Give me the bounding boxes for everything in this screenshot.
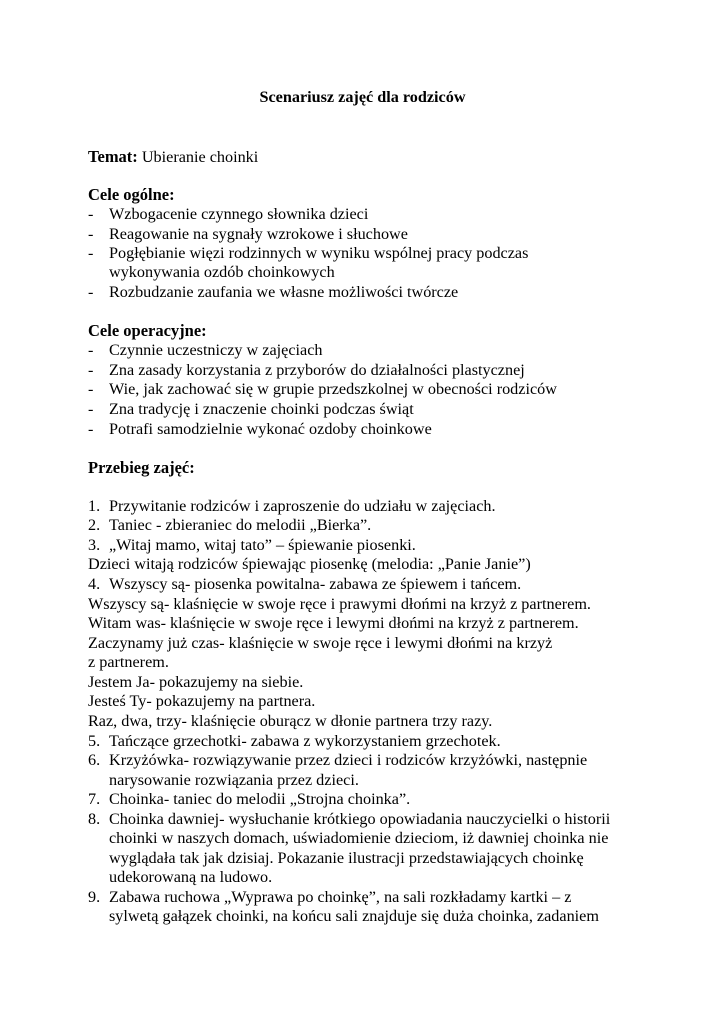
course-heading: Przebieg zajęć: — [88, 458, 195, 477]
course-step-continuation: udekorowaną na ludowo. — [109, 868, 273, 886]
course-text: Dzieci witają rodziców śpiewając piosenkę (melodia: „Panie Janie”) — [88, 555, 531, 573]
course-step-continuation: sylwetą gałązek choinki, na końcu sali znajduje się duża choinka, zadaniem — [109, 907, 599, 925]
document-page: Scenariusz zajęć dla rodziców Temat: Ubieranie choinki Cele ogólne: - Wzbogacenie czynnego słownika dzieci - Reagowanie na sygnały wzrokowe i słuchowe - Pogłębianie więzi rodzinnych w wyniku wspólnej pracy podczas wykonywania ozdób choinkowych - Rozbudzanie zaufania we własne możliwości twórcze Cele operacyjne: - Czynnie uczestniczy w zajęciach - Zna zasady korzystania z przyborów do działalności plastycznej - Wie, jak zachować się w grupie przedszkolnej w obecności rodziców - Zna tradycję i znaczenie choinki podczas świąt - Potrafi samodzielnie wykonać ozdoby choinkowe Przebieg zajęć: 1. Przywitanie rodziców i zaproszenie do udziału w zajęciach. 2. Taniec - zbieraniec do melodii „Bierka”. 3. „Witaj mamo, witaj tato” – śpiewanie piosenki. Dzieci witają rodziców śpiewając piosenkę (melodia: „Panie Janie”) 4. Wszyscy są- piosenka powitalna- zabawa ze śpiewem i tańcem. Wszyscy są- klaśnięcie w swoje ręce i prawymi dłońmi na krzyż z partnerem. Witam was- klaśnięcie w swoje ręce i lewymi dłońmi na krzyż z partnerem. Zaczynamy już czas- klaśnięcie w swoje ręce i lewymi dłońmi na krzyż z partnerem. Jestem Ja- pokazujemy na siebie. Jesteś Ty- pokazujemy na partnera. Raz, dwa, trzy- klaśnięcie oburącz w dłonie partnera trzy razy. 5. Tańczące grzechotki- zabawa z wykorzystaniem grzechotek. 6. Krzyżówka- rozwiązywanie przez dzieci i rodziców krzyżówki, następnie narysowanie rozwiązania przez dzieci. 7. Choinka- taniec do melodii „Strojna choinka”. 8. Choinka dawniej- wysłuchanie krótkiego opowiadania nauczycielki o historii choinki w naszych domach, uświadomienie dzieciom, iż dawniej choinka nie wyglądała tak jak dzisiaj. Pokazanie ilustracji przedstawiających choinkę udekorowaną na ludowo. 9. Zabawa ruchowa „Wyprawa po choinkę”, na sali rozkładamy kartki – z sylwetą gałązek choinki, na końcu sali znajduje się duża choinka, zadaniem — [0, 0, 725, 1024]
course-step-continuation: choinki w naszych domach, uświadomienie dzieciom, iż dawniej choinka nie — [109, 829, 609, 847]
topic-value: Ubieranie choinki — [141, 148, 259, 166]
course-text: z partnerem. — [88, 653, 169, 671]
operational-goals-heading: Cele operacyjne: — [88, 321, 207, 340]
course-text: Zaczynamy już czas- klaśnięcie w swoje ręce i lewymi dłońmi na krzyż — [88, 634, 553, 652]
course-step-continuation: wyglądała tak jak dzisiaj. Pokazanie ilustracji przedstawiających choinkę — [109, 849, 584, 867]
course-step-continuation: narysowanie rozwiązania przez dzieci. — [109, 771, 359, 789]
course-text: Raz, dwa, trzy- klaśnięcie oburącz w dłonie partnera trzy razy. — [88, 712, 493, 730]
document-title: Scenariusz zajęć dla rodziców — [259, 88, 466, 106]
general-goals-heading: Cele ogólne: — [88, 185, 175, 204]
course-text: Jestem Ja- pokazujemy na siebie. — [88, 673, 304, 691]
topic-line — [88, 147, 258, 168]
course-text: Wszyscy są- klaśnięcie w swoje ręce i prawymi dłońmi na krzyż z partnerem. — [88, 595, 591, 613]
course-text: Jesteś Ty- pokazujemy na partnera. — [88, 692, 316, 710]
list-item-continuation: wykonywania ozdób choinkowych — [109, 263, 335, 281]
course-text: Witam was- klaśnięcie w swoje ręce i lewymi dłońmi na krzyż z partnerem. — [88, 614, 579, 632]
topic-label: Temat: — [88, 147, 138, 166]
